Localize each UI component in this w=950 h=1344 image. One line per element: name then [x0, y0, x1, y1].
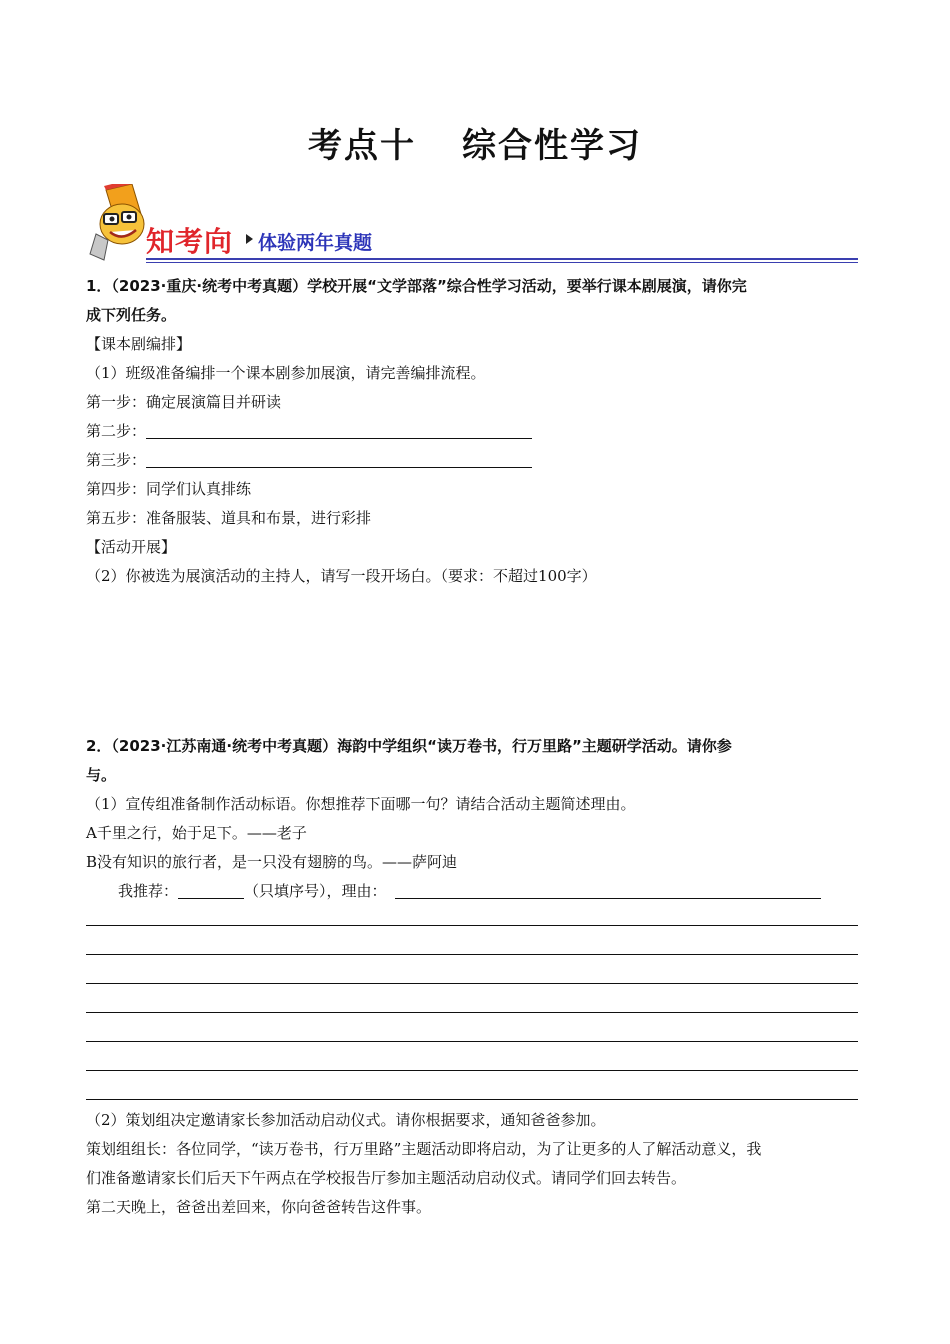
page-title	[0, 118, 950, 167]
q1-heading-line2: 成下列任务。	[86, 306, 177, 324]
title-part2: 综合性学习	[462, 126, 642, 166]
q2-recommend-row	[86, 877, 858, 906]
banner-title: 知考向	[146, 225, 234, 258]
step-3-answer-blank[interactable]	[146, 467, 532, 468]
q1-subquestion-2: （2）你被选为展演活动的主持人，请写一段开场白。（要求：不超过100字）	[86, 567, 597, 585]
question-2	[86, 732, 858, 906]
banner-subtitle: 体验两年真题	[258, 232, 373, 254]
answer-line[interactable]	[86, 1012, 858, 1013]
pencil-mascot-icon	[86, 184, 152, 264]
q1-step-4: 第四步：同学们认真排练	[86, 480, 252, 498]
answer-line[interactable]	[86, 983, 858, 984]
q2-heading-line1: 2．（2023·江苏南通·统考中考真题）海韵中学组织“读万卷书，行万里路”主题研学活动。请你参	[86, 737, 732, 755]
q2-paragraph-1-line1: 策划组组长：各位同学，“读万卷书，行万里路”主题活动即将启动，为了让更多的人了解活动意义，我	[86, 1140, 762, 1158]
q1-subquestion-1: （1）班级准备编排一个课本剧参加展演，请完善编排流程。	[86, 364, 486, 382]
reason-answer-blank[interactable]	[395, 898, 821, 899]
choice-answer-blank[interactable]	[178, 898, 244, 899]
answer-line[interactable]	[86, 954, 858, 955]
q1-step-1: 第一步：确定展演篇目并研读	[86, 393, 282, 411]
banner-rule-thin	[146, 262, 858, 263]
q2-paragraph-2: 第二天晚上，爸爸出差回来，你向爸爸转告这件事。	[86, 1198, 432, 1216]
q2-paragraph-1-line2: 们准备邀请家长们后天下午两点在学校报告厅参加主题活动启动仪式。请同学们回去转告。	[86, 1169, 687, 1187]
q1-section-title: 【课本剧编排】	[86, 335, 192, 353]
question-1	[86, 272, 858, 591]
q2-subquestion-1: （1）宣传组准备制作活动标语。你想推荐下面哪一句？请结合活动主题简述理由。	[86, 795, 636, 813]
answer-line[interactable]	[86, 1041, 858, 1042]
q1-step-5: 第五步：准备服装、道具和布景，进行彩排	[86, 509, 372, 527]
banner-rule	[146, 258, 858, 260]
q1-step-2: 第二步：	[86, 422, 147, 440]
q2-subquestion-2: （2）策划组决定邀请家长参加活动启动仪式。请你根据要求，通知爸爸参加。	[86, 1111, 606, 1129]
q1-section-title-2: 【活动开展】	[86, 538, 177, 556]
q1-step-3: 第三步：	[86, 451, 147, 469]
step-2-answer-blank[interactable]	[146, 438, 532, 439]
section-banner	[86, 184, 858, 264]
q2-heading-line2: 与。	[86, 766, 117, 784]
q1-step-3-row	[86, 446, 858, 475]
question-2-part-2	[86, 1106, 858, 1222]
title-part1: 考点十	[308, 126, 416, 166]
q2-recommend-label: 我推荐：	[118, 882, 179, 900]
answer-line[interactable]	[86, 1070, 858, 1071]
answer-line[interactable]	[86, 925, 858, 926]
q1-step-2-row	[86, 417, 858, 446]
banner-arrow-icon	[246, 234, 253, 244]
q2-option-a: A千里之行，始于足下。——老子	[86, 824, 307, 842]
answer-line[interactable]	[86, 1099, 858, 1100]
q2-option-b: B没有知识的旅行者，是一只没有翅膀的鸟。——萨阿迪	[86, 853, 458, 871]
q2-fill-hint: （只填序号），理由：	[244, 882, 387, 900]
q1-heading-line1: 1．（2023·重庆·统考中考真题）学校开展“文学部落”综合性学习活动，要举行课本剧展演，请你完	[86, 277, 747, 295]
